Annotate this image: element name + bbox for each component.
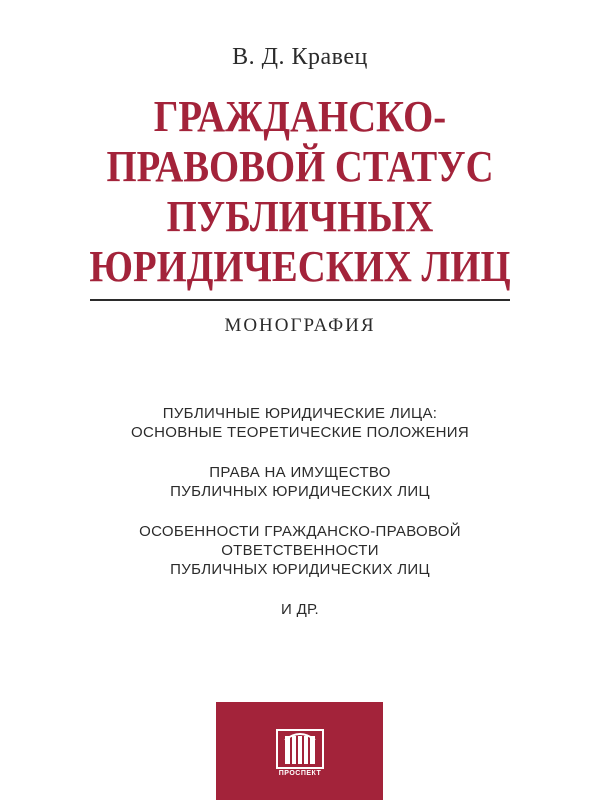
topic-item — [0, 404, 600, 442]
title-divider — [90, 299, 510, 301]
building-columns-icon — [274, 726, 326, 786]
title-line: ПРАВОВОЙ СТАТУС — [106, 142, 494, 191]
publisher-name: ПРОСПЕКТ — [278, 770, 322, 777]
topic-item — [0, 463, 600, 501]
title-line: ГРАЖДАНСКО- — [153, 92, 447, 141]
topic-line: ПУБЛИЧНЫХ ЮРИДИЧЕСКИХ ЛИЦ — [170, 561, 430, 578]
topic-line: И ДР. — [281, 601, 319, 618]
book-subtitle: МОНОГРАФИЯ — [224, 315, 376, 336]
topic-line: ОСОБЕННОСТИ ГРАЖДАНСКО-ПРАВОВОЙ — [139, 523, 461, 540]
topic-line: ОТВЕТСТВЕННОСТИ — [221, 542, 379, 559]
topic-line: ПУБЛИЧНЫХ ЮРИДИЧЕСКИХ ЛИЦ — [170, 483, 430, 500]
topic-line: ОСНОВНЫЕ ТЕОРЕТИЧЕСКИЕ ПОЛОЖЕНИЯ — [131, 424, 469, 441]
topic-item — [0, 600, 600, 619]
topics-list — [0, 404, 600, 640]
author-name: В. Д. Кравец — [232, 44, 368, 70]
title-line: ЮРИДИЧЕСКИХ ЛИЦ — [89, 242, 511, 291]
topic-item — [0, 522, 600, 579]
topic-line: ПРАВА НА ИМУЩЕСТВО — [209, 464, 391, 481]
topic-line: ПУБЛИЧНЫЕ ЮРИДИЧЕСКИЕ ЛИЦА: — [162, 405, 438, 422]
book-title — [36, 92, 564, 292]
title-line: ПУБЛИЧНЫХ — [166, 192, 434, 241]
